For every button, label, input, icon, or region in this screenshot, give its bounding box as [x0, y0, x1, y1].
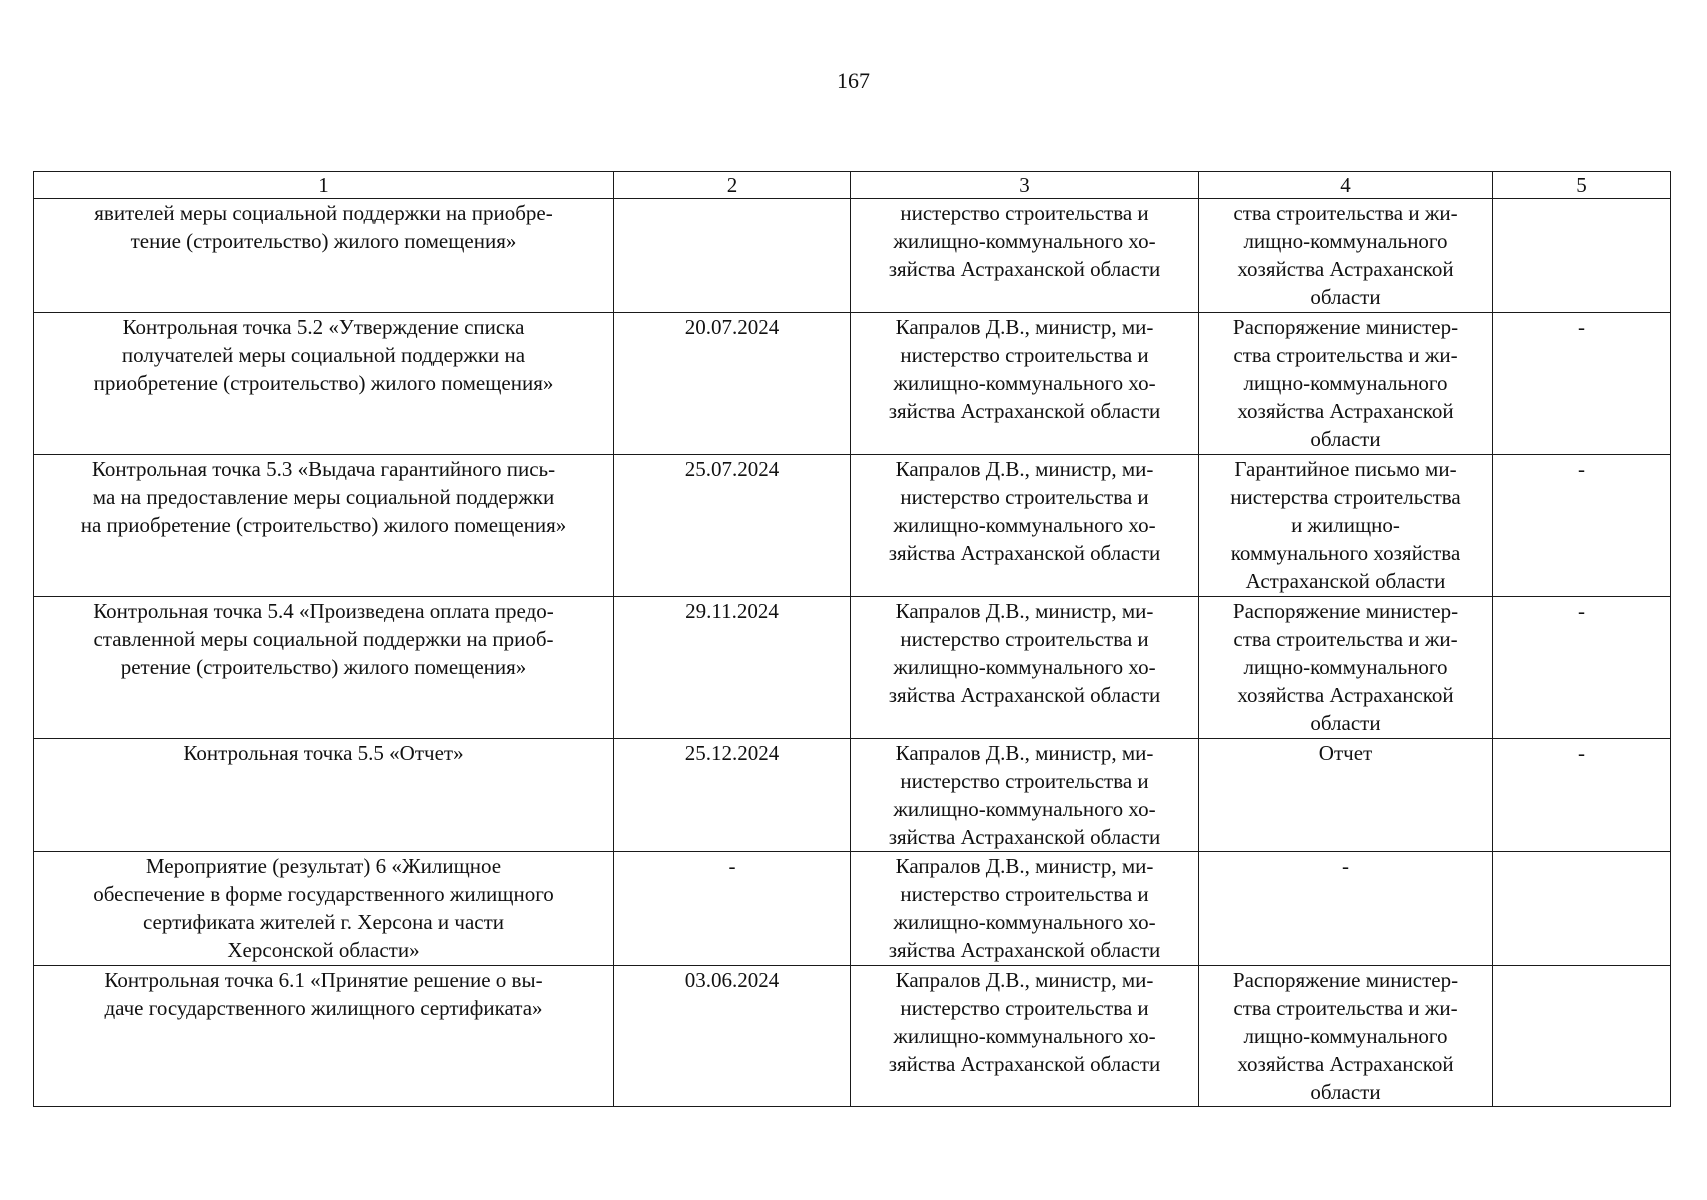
cell-text: Распоряжение министер- ства строительства и жи- лищно-коммунального хозяйства Астраханской области	[1232, 599, 1459, 735]
cell-name	[34, 739, 614, 852]
cell-text: нистерство строительства и жилищно-коммунального хо- зяйства Астраханской области	[888, 201, 1161, 281]
cell-date	[614, 852, 851, 966]
table-row	[34, 597, 1671, 739]
plan-table	[33, 171, 1671, 1107]
cell-text: -	[1342, 854, 1349, 878]
column-header-4: 4	[1199, 172, 1493, 199]
cell-document	[1199, 597, 1493, 739]
table-row	[34, 455, 1671, 597]
cell-col5	[1493, 739, 1671, 852]
cell-text: Контрольная точка 5.3 «Выдача гарантийного пись- ма на предоставление меры социальной поддержки на приобретение (строительство) жилого помещения»	[80, 457, 567, 537]
column-header-3: 3	[851, 172, 1199, 199]
cell-name	[34, 199, 614, 313]
cell-date	[614, 199, 851, 313]
cell-text: 20.07.2024	[684, 315, 780, 339]
cell-text: Капралов Д.В., министр, ми- нистерство строительства и жилищно-коммунального хо- зяйства Астраханской области	[888, 315, 1161, 423]
cell-text: Капралов Д.В., министр, ми- нистерство строительства и жилищно-коммунального хо- зяйства Астраханской области	[888, 854, 1161, 962]
cell-name	[34, 966, 614, 1107]
cell-document	[1199, 739, 1493, 852]
cell-date	[614, 313, 851, 455]
cell-document	[1199, 455, 1493, 597]
table-row	[34, 852, 1671, 966]
cell-document	[1199, 966, 1493, 1107]
cell-name	[34, 597, 614, 739]
cell-responsible	[851, 739, 1199, 852]
cell-text: явителей меры социальной поддержки на приобре- тение (строительство) жилого помещения»	[94, 201, 553, 253]
cell-date	[614, 455, 851, 597]
cell-document	[1199, 199, 1493, 313]
cell-text: 29.11.2024	[685, 599, 779, 623]
cell-col5	[1493, 199, 1671, 313]
cell-text: Распоряжение министер- ства строительства и жи- лищно-коммунального хозяйства Астраханской области	[1232, 315, 1459, 451]
cell-text: ства строительства и жи- лищно-коммунального хозяйства Астраханской области	[1233, 201, 1458, 309]
cell-text: Контрольная точка 5.4 «Произведена оплата предо- ставленной меры социальной поддержки на приоб- ретение (строительство) жилого помещения»	[93, 599, 554, 679]
table-row	[34, 313, 1671, 455]
cell-text: Капралов Д.В., министр, ми- нистерство строительства и жилищно-коммунального хо- зяйства Астраханской области	[888, 457, 1161, 565]
cell-text: Гарантийное письмо ми- нистерства строительства и жилищно- коммунального хозяйства Астраханской области	[1230, 457, 1461, 593]
cell-col5	[1493, 966, 1671, 1107]
cell-text: -	[1578, 599, 1585, 623]
cell-name	[34, 852, 614, 966]
cell-col5	[1493, 597, 1671, 739]
cell-responsible	[851, 597, 1199, 739]
cell-date	[614, 966, 851, 1107]
cell-responsible	[851, 852, 1199, 966]
table-row	[34, 199, 1671, 313]
cell-responsible	[851, 313, 1199, 455]
table-header	[34, 172, 1671, 199]
cell-text: 25.12.2024	[684, 741, 780, 765]
cell-text: Отчет	[1318, 741, 1373, 765]
cell-name	[34, 455, 614, 597]
cell-text: Капралов Д.В., министр, ми- нистерство строительства и жилищно-коммунального хо- зяйства Астраханской области	[888, 599, 1161, 707]
cell-text: 03.06.2024	[684, 968, 780, 992]
cell-text: -	[1578, 741, 1585, 765]
cell-text: 25.07.2024	[684, 457, 780, 481]
cell-text: Распоряжение министер- ства строительства и жи- лищно-коммунального хозяйства Астраханской области	[1232, 968, 1459, 1104]
cell-date	[614, 739, 851, 852]
cell-text: Контрольная точка 5.5 «Отчет»	[183, 741, 464, 765]
cell-text: -	[1578, 457, 1585, 481]
cell-col5	[1493, 313, 1671, 455]
cell-responsible	[851, 199, 1199, 313]
column-header-2: 2	[614, 172, 851, 199]
cell-text: Мероприятие (результат) 6 «Жилищное обеспечение в форме государственного жилищного сертификата жителей г. Херсона и части Херсонской области»	[93, 854, 554, 962]
cell-text: -	[1578, 315, 1585, 339]
column-header-5: 5	[1493, 172, 1671, 199]
column-header-1: 1	[34, 172, 614, 199]
cell-text: Контрольная точка 5.2 «Утверждение списка получателей меры социальной поддержки на приобретение (строительство) жилого помещения»	[93, 315, 554, 395]
cell-col5	[1493, 455, 1671, 597]
cell-text: -	[728, 854, 736, 878]
table-row	[34, 739, 1671, 852]
table-body	[34, 199, 1671, 1107]
cell-document	[1199, 852, 1493, 966]
cell-col5	[1493, 852, 1671, 966]
cell-text: Капралов Д.В., министр, ми- нистерство строительства и жилищно-коммунального хо- зяйства Астраханской области	[888, 741, 1161, 849]
cell-document	[1199, 313, 1493, 455]
cell-responsible	[851, 455, 1199, 597]
cell-name	[34, 313, 614, 455]
cell-text: Контрольная точка 6.1 «Принятие решение о вы- даче государственного жилищного сертификата»	[104, 968, 543, 1020]
cell-text: Капралов Д.В., министр, ми- нистерство строительства и жилищно-коммунального хо- зяйства Астраханской области	[888, 968, 1161, 1076]
page-number: 167	[837, 68, 870, 93]
cell-date	[614, 597, 851, 739]
header-row	[34, 172, 1671, 199]
table-row	[34, 966, 1671, 1107]
cell-responsible	[851, 966, 1199, 1107]
